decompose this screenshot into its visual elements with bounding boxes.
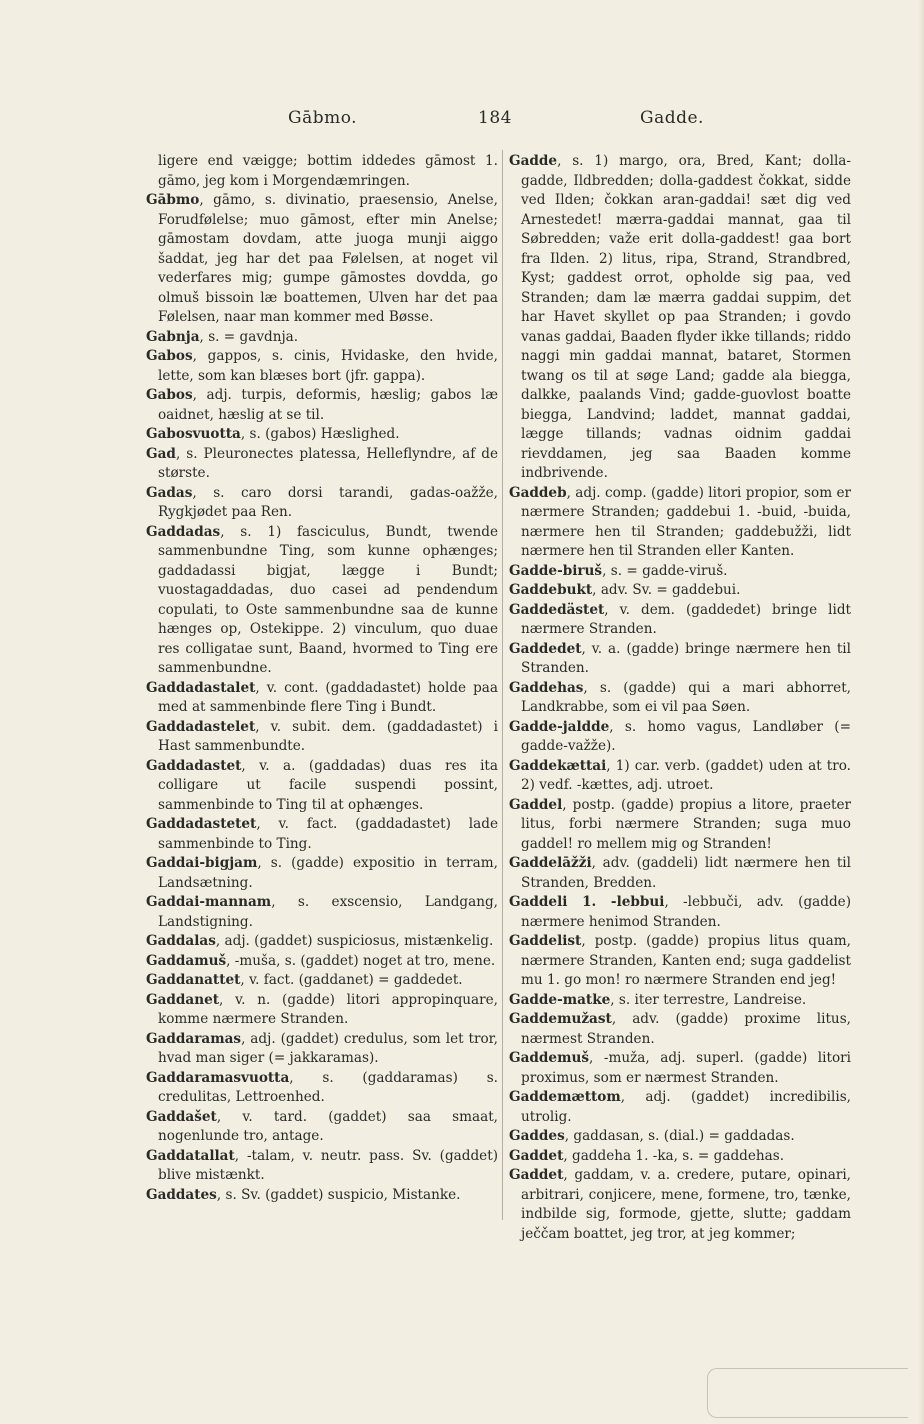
dictionary-entry xyxy=(509,640,851,679)
dictionary-entry xyxy=(509,1088,851,1127)
entry-text: Gaddes, gaddasan, s. (dial.) = gaddadas. xyxy=(509,1128,795,1144)
dictionary-entry xyxy=(509,562,851,582)
dictionary-entry xyxy=(146,971,498,991)
dictionary-entry xyxy=(146,523,498,679)
entry-text: Gaddamuš, -muša, s. (gaddet) noget at tro, mene. xyxy=(146,952,496,969)
dictionary-entry xyxy=(146,757,498,816)
header-last-entry: Gadde. xyxy=(640,108,704,128)
dictionary-entry xyxy=(509,796,851,855)
page-edge xyxy=(918,0,924,1424)
dictionary-entry xyxy=(509,1147,851,1167)
dictionary-entry xyxy=(146,815,498,854)
dictionary-entry xyxy=(146,854,498,893)
entry-text: Gaddet, gaddeha 1. -ka, s. = gaddehas. xyxy=(509,1147,785,1164)
dictionary-entry xyxy=(146,445,498,484)
dictionary-entry xyxy=(146,152,498,191)
left-column xyxy=(146,152,498,1205)
dictionary-entry xyxy=(146,386,498,425)
entry-text: Gaddemužast, adv. (gadde) proxime litus, nærmest Stranden. xyxy=(509,1011,851,1047)
dictionary-entry xyxy=(146,425,498,445)
dictionary-entry xyxy=(146,328,498,348)
dictionary-entry xyxy=(146,347,498,386)
entry-text: Gaddedästet, v. dem. (gaddedet) bringe lidt nærmere Stranden. xyxy=(509,601,851,637)
entry-text: Gabosvuotta, s. (gabos) Hæslighed. xyxy=(146,426,400,442)
entry-text: Gadde-matke, s. iter terrestre, Landreise. xyxy=(509,991,807,1008)
entry-text: Gaddaramasvuotta, s. (gaddaramas) s. credulitas, Lettroenhed. xyxy=(146,1069,498,1105)
entry-text: Gaddadastelet, v. subit. dem. (gaddadastet) i Hast sammenbundte. xyxy=(146,718,498,754)
dictionary-entry xyxy=(509,991,851,1011)
entry-text: Gaddet, gaddam, v. a. credere, putare, opinari, arbitrari, conjicere, mene, formene, tro, tænke, indbilde sig, formode, gjette, slutte; gaddam ječčam boattet, jeg tror, at jeg kommer; xyxy=(509,1167,851,1242)
entry-text: Gadde, s. 1) margo, ora, Bred, Kant; dolla-gadde, Ildbredden; dolla-gaddest čokkat, sidde ved Ilden; čokkan aran-gaddai! sæt dig ved Arnestedet! mærra-gaddai mannat, gaa til Søbredden; važe erit dolla-gaddest! gaa bort fra Ilden. 2) litus, ripa, Strand, Strandbred, Kyst; gaddest orrot, opholde sig paa, ved Stranden; dam læ mærra gaddai suppim, det har Havet skyllet op paa Stranden; i govdo vanas gaddai, Baaden flyder ikke tillands; riddo naggi min gaddai mannat, bataret, Stormen twang os til at søge Land; gadde ala biegga, dalkke, paalands Vind; gadde-guovlost boatte biegga, Landvind; laddet, mannat gaddai, lægge tillands; vadnas oidnim gaddai rievddamen, jeg saa Baaden komme indbrivende. xyxy=(509,153,851,481)
dictionary-entry xyxy=(146,484,498,523)
entry-text: Gaddašet, v. tard. (gaddet) saa smaat, nogenlunde tro, antage. xyxy=(146,1108,498,1144)
entry-text: Gaddekættai, 1) car. verb. (gaddet) uden at tro. 2) vedf. -kættes, adj. utroet. xyxy=(509,757,851,793)
dictionary-entry xyxy=(509,484,851,562)
dictionary-entry xyxy=(146,893,498,932)
dictionary-entry xyxy=(146,1108,498,1147)
entry-text: Gaddemættom, adj. (gaddet) incredibilis, utrolig. xyxy=(509,1089,851,1125)
entry-text: Gadde-biruš, s. = gadde-viruš. xyxy=(509,562,728,579)
dictionary-entry xyxy=(509,601,851,640)
dictionary-entry xyxy=(509,581,851,601)
entry-text: Gadde-jaldde, s. homo vagus, Landløber (= gadde-važže). xyxy=(509,718,851,754)
entry-text: Gaddadastalet, v. cont. (gaddadastet) holde paa med at sammenbinde flere Ting i Bundt. xyxy=(146,679,498,715)
dictionary-entry xyxy=(146,191,498,328)
dictionary-entry xyxy=(146,1147,498,1186)
entry-text: Gābmo, gāmo, s. divinatio, praesensio, Anelse, Forudfølelse; muo gāmost, efter min Anelse; gāmostam dovdam, atte juoga munji aiggo šaddat, jeg har det paa Følelsen, at noget vil vederfares mig; gumpe gāmostes dovdda, go olmuš bissoin læ boattemen, Ulven har det paa Følelsen, naar man kommer med Bøsse. xyxy=(146,192,498,325)
header-first-entry: Gābmo. xyxy=(288,108,358,128)
entry-text: Gadas, s. caro dorsi tarandi, gadas-oažže, Rygkjødet paa Ren. xyxy=(146,484,498,520)
dictionary-entry xyxy=(509,854,851,893)
right-column xyxy=(509,152,851,1244)
dictionary-entry xyxy=(146,679,498,718)
entry-text: Gaddalas, adj. (gaddet) suspiciosus, mistænkelig. xyxy=(146,933,494,949)
page-number: 184 xyxy=(478,108,512,128)
entry-text: Gaddanet, v. n. (gadde) litori appropinquare, komme nærmere Stranden. xyxy=(146,991,498,1027)
dictionary-entry xyxy=(146,991,498,1030)
dictionary-entry xyxy=(146,1030,498,1069)
entry-text: Gaddehas, s. (gadde) qui a mari abhorret, Landkrabbe, som ei vil paa Søen. xyxy=(509,679,851,715)
entry-text: Gaddadastetet, v. fact. (gaddadastet) lade sammenbinde to Ting. xyxy=(146,816,498,852)
entry-text: Gaddelist, postp. (gadde) propius litus quam, nærmere Stranden, Kanten end; suga gaddelist mu 1. go mon! ro nærmere Stranden end jeg! xyxy=(509,933,851,988)
dictionary-entry xyxy=(509,1049,851,1088)
entry-text: Gaddai-mannam, s. exscensio, Landgang, Landstigning. xyxy=(146,894,498,930)
entry-text: Gaddai-bigjam, s. (gadde) expositio in terram, Landsætning. xyxy=(146,855,498,891)
entry-text: Gaddeb, adj. comp. (gadde) litori propior, som er nærmere Stranden; gaddebui 1. -buid, -buida, nærmere hen til Stranden; gaddebužži, lidt nærmere hen til Stranden eller Kanten. xyxy=(509,484,851,559)
dictionary-entry xyxy=(146,1069,498,1108)
dictionary-entry xyxy=(509,757,851,796)
entry-text: Gaddeli 1. -lebbui, -lebbuči, adv. (gadde) nærmere henimod Stranden. xyxy=(509,894,851,930)
entry-text: Gaddadas, s. 1) fasciculus, Bundt, twende sammenbundne Ting, som kunne ophænges; gaddadassi bigjat, lægge i Bundt; vuostagaddadas, duo casei ad pendendum copulati, to Oste sammenbundne saa de kunne hænges op, Ostekippe. 2) vinculum, quo duae res colligatae sunt, Baand, hvormed to Ting ere sammenbundne. xyxy=(146,523,498,676)
entry-text: Gabos, gappos, s. cinis, Hvidaske, den hvide, lette, som kan blæses bort (jfr. gappa). xyxy=(146,348,498,384)
dictionary-entry xyxy=(509,1166,851,1244)
dictionary-entry xyxy=(509,718,851,757)
dictionary-entry xyxy=(146,952,498,972)
library-stamp xyxy=(707,1368,908,1418)
running-head xyxy=(0,108,924,132)
entry-text: Gaddanattet, v. fact. (gaddanet) = gaddedet. xyxy=(146,972,463,988)
dictionary-entry xyxy=(146,1186,498,1206)
entry-text: Gaddaramas, adj. (gaddet) credulus, som let tror, hvad man siger (= jakkaramas). xyxy=(146,1030,498,1066)
entry-text: ligere end væigge; bottim iddedes gāmost 1. gāmo, jeg kom i Morgendæmringen. xyxy=(158,153,498,189)
entry-text: Gaddemuš, -muža, adj. superl. (gadde) litori proximus, som er nærmest Stranden. xyxy=(509,1050,851,1086)
dictionary-entry xyxy=(509,893,851,932)
entry-text: Gaddadastet, v. a. (gaddadas) duas res ita colligare ut facile suspendi possint, sammenbinde to Ting til at ophænges. xyxy=(146,757,498,813)
dictionary-entry xyxy=(146,718,498,757)
dictionary-entry xyxy=(146,932,498,952)
column-divider xyxy=(502,150,503,1220)
dictionary-entry xyxy=(509,932,851,991)
dictionary-entry xyxy=(509,1010,851,1049)
entry-text: Gabos, adj. turpis, deformis, hæslig; gabos læ oaidnet, hæslig at se til. xyxy=(146,387,498,423)
dictionary-entry xyxy=(509,1127,851,1147)
entry-text: Gaddebukt, adv. Sv. = gaddebui. xyxy=(509,582,741,598)
entry-text: Gaddates, s. Sv. (gaddet) suspicio, Mistanke. xyxy=(146,1186,461,1203)
entry-text: Gaddedet, v. a. (gadde) bringe nærmere hen til Stranden. xyxy=(509,640,851,676)
entry-text: Gaddel, postp. (gadde) propius a litore, praeter litus, forbi nærmere Stranden; suga muo gaddel! ro mellem mig og Stranden! xyxy=(509,796,851,852)
dictionary-entry xyxy=(509,679,851,718)
entry-text: Gaddelāžži, adv. (gaddeli) lidt nærmere hen til Stranden, Bredden. xyxy=(509,855,851,891)
entry-text: Gad, s. Pleuronectes platessa, Helleflyndre, af de største. xyxy=(146,445,498,481)
entry-text: Gabnja, s. = gavdnja. xyxy=(146,328,299,345)
entry-text: Gaddatallat, -talam, v. neutr. pass. Sv. (gaddet) blive mistænkt. xyxy=(146,1147,498,1183)
dictionary-entry xyxy=(509,152,851,484)
